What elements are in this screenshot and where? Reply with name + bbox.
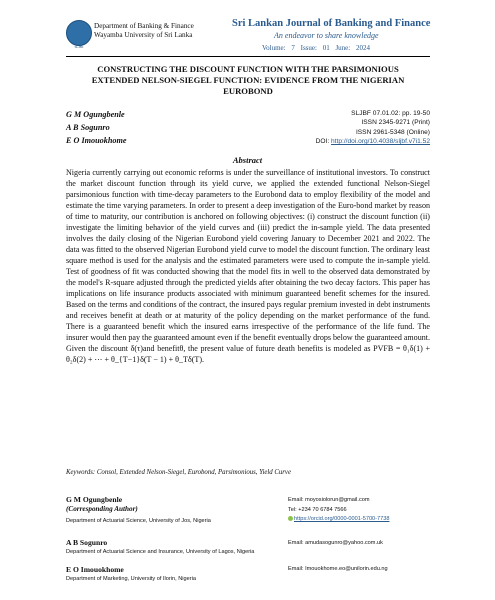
volume-issue-line bbox=[262, 44, 370, 52]
department-block bbox=[94, 22, 194, 40]
volume: Volume: 7 bbox=[262, 44, 295, 52]
author-name: E O Imouokhome bbox=[66, 136, 127, 145]
issn-print: ISSN 2345-9271 (Print) bbox=[361, 119, 430, 127]
abstract-heading: Abstract bbox=[232, 155, 263, 165]
orcid-link[interactable]: https://orcid.org/0000-0001-5700-7738 bbox=[294, 516, 390, 522]
orcid-icon bbox=[288, 516, 293, 521]
contact-email[interactable]: Email: moyosiolorun@gmail.com bbox=[288, 497, 370, 503]
contact-name: E O Imouokhome bbox=[66, 565, 124, 574]
paper-meta bbox=[316, 109, 430, 147]
journal-tagline: An endeavor to share knowledge bbox=[274, 31, 379, 40]
author-name: A B Sogunro bbox=[66, 123, 110, 132]
corresponding-author-note: (Corresponding Author) bbox=[66, 505, 138, 513]
journal-title: Sri Lankan Journal of Banking and Finance bbox=[232, 18, 431, 29]
department-line: Department of Banking & Finance bbox=[94, 22, 194, 30]
header-divider bbox=[66, 56, 430, 57]
title-line: CONSTRUCTING THE DISCOUNT FUNCTION WITH THE PARSIMONIOUS bbox=[97, 64, 399, 74]
contact-name: A B Sogunro bbox=[66, 538, 108, 547]
doi-line bbox=[316, 137, 430, 146]
author-name: G M Ogungbenle bbox=[66, 110, 125, 119]
orcid-line bbox=[288, 516, 389, 522]
contact-phone: Tel: +234 70 6784 7566 bbox=[288, 507, 347, 513]
title-line: EXTENDED NELSON-SIEGEL FUNCTION: EVIDENCE FROM THE NIGERIAN bbox=[91, 75, 405, 85]
contact-department: Department of Actuarial Science and Insurance, University of Lagos, Nigeria bbox=[66, 549, 255, 555]
contact-department: Department of Actuarial Science, University of Jos, Nigeria bbox=[66, 518, 211, 524]
page-range: SLJBF 07.01.02: pp. 19-50 bbox=[351, 110, 430, 117]
contact-department: Department of Marketing, University of Ilorin, Nigeria bbox=[66, 576, 196, 582]
abstract-body: Nigeria currently carrying out economic reforms is under the surveillance of institutional investors. To construct the market discount function through its yield curve, we applied the extended functional Nelson-Siegel parsimonious function with time-decay parameters to the Eurobond data to employ flexibility of the model and estimate the time varying parameters. In order to present a deep investigation of the Euro-bond market by reason of time to maturity, our contribution is anchored on following objectives: (i) construct the discount function (ii) investigate the limiting behavior of the yield curves and (iii) predict the in-sample yield. The data presented involves the daily closing of the Nigerian Eurobond yield covering January to December 2021 and 2022. The data was fitted to the observed Nigerian Eurobond yield curve to model the discount function. The ordinary least square method is used for the analysis and the estimated parameters were used to compute the in-sample yield. Test of goodness of fit was conducted showing that the model fits in well to the observed data demonstrated by the model's R-square adjusted through the predicted yields after obtaining the two decay factors. This paper has implications on life insurance products associated with minimum guaranteed benefit schemes for the insured. Based on the terms and conditions of the contract, the insured pays regular premium invested in debt instruments and receives benefit at death or at maturity of the policy depending on the market performance of the fund. There is a guaranteed benefit which the insured earns irrespective of the performance of the life fund. The insurer would then pay the guaranteed amount even if the benefit eventually drops below the guaranteed amount. Given the discount δ(τ)and benefitθ, the present value of future death benefits is modeled as PVFB = θ₁δ(1) + θ₂δ(2) + ⋯ + θ_{T−1}δ(T − 1) + θ_Tδ(T). bbox=[66, 168, 430, 364]
logo-label: SLJBF bbox=[74, 45, 84, 49]
contact-email[interactable]: Email: amudasogunro@yahoo.com.uk bbox=[288, 540, 383, 546]
contact-email[interactable]: Email: Imouokhome.eo@unilorin.edu.ng bbox=[288, 566, 388, 572]
keywords: Keywords: Consol, Extended Nelson-Siegel, Eurobond, Parsimonious, Yield Curve bbox=[66, 469, 291, 476]
university-line: Wayamba University of Sri Lanka bbox=[94, 31, 193, 39]
title-line: EUROBOND bbox=[223, 86, 273, 96]
paper-title bbox=[66, 64, 430, 97]
issue: Issue: 01 bbox=[300, 44, 330, 52]
doi-label: DOI: bbox=[315, 138, 330, 146]
issn-online: ISSN 2961-5348 (Online) bbox=[355, 128, 430, 136]
issue-date: June: 2024 bbox=[335, 44, 370, 52]
journal-logo bbox=[66, 20, 92, 46]
doi-link[interactable]: http://doi.org/10.4038/sljbf.v7i1.52 bbox=[331, 138, 430, 146]
contact-name: G M Ogungbenle bbox=[66, 495, 123, 504]
